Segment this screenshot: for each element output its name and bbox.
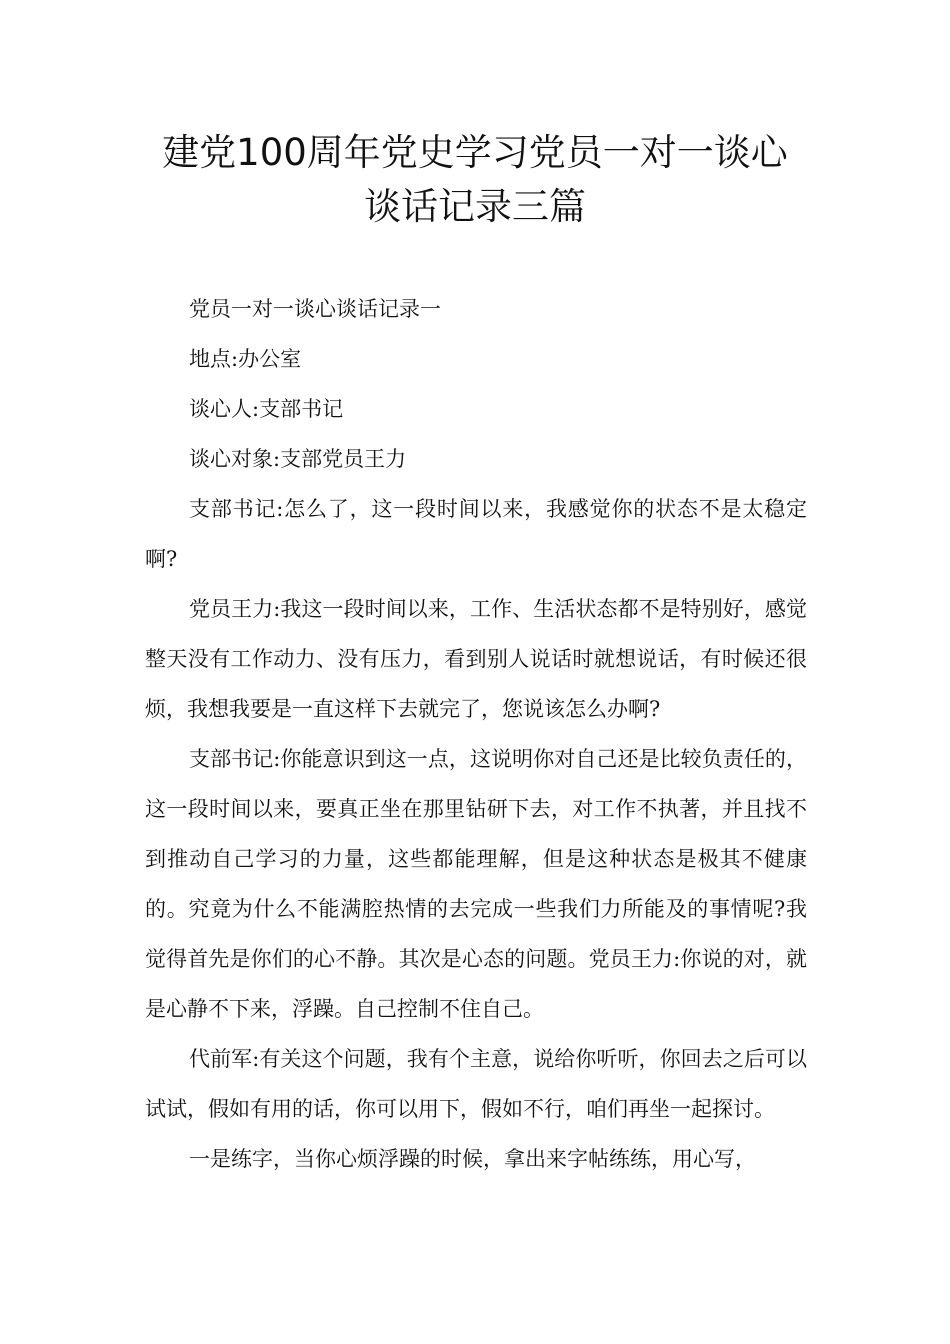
dialogue-paragraph: 支部书记:怎么了，这一段时间以来，我感觉你的状态不是太稳定啊?: [145, 497, 807, 571]
document-title: [120, 126, 830, 234]
title-line-2: 谈话记录三篇: [364, 185, 586, 228]
section-heading: 党员一对一谈心谈话记录一: [189, 297, 441, 321]
dialogue-paragraph: 支部书记:你能意识到这一点，这说明你对自己还是比较负责任的，这一段时间以来，要真正坐在那里钻研下去，对工作不执著，并且找不到推动自己学习的力量，这些都能理解，但是这种状态是极其不健康的。究竟为什么不能满腔热情的去完成一些我们力所能及的事情呢?我觉得首先是你们的心不静。其次是心态的问题。党员王力:你说的对，就是心静不下来，浮躁。自己控制不住自己。: [145, 747, 807, 1021]
speaker-line: 谈心人:支部书记: [189, 397, 344, 421]
dialogue-paragraph: 代前军:有关这个问题，我有个主意，说给你听听，你回去之后可以试试，假如有用的话，你可以用下，假如不行，咱们再坐一起探讨。: [145, 1047, 807, 1121]
subject-line: 谈心对象:支部党员王力: [189, 447, 407, 471]
dialogue-paragraph: 党员王力:我这一段时间以来，工作、生活状态都不是特别好，感觉整天没有工作动力、没有压力，看到别人说话时就想说话，有时候还很烦，我想我要是一直这样下去就完了，您说该怎么办啊?: [145, 597, 807, 721]
location-line: 地点:办公室: [189, 347, 302, 371]
dialogue-paragraph: 一是练字，当你心烦浮躁的时候，拿出来字帖练练，用心写，: [189, 1147, 756, 1171]
document-body: [145, 284, 807, 1184]
title-line-1: 建党100周年党史学习党员一对一谈心: [162, 131, 788, 174]
